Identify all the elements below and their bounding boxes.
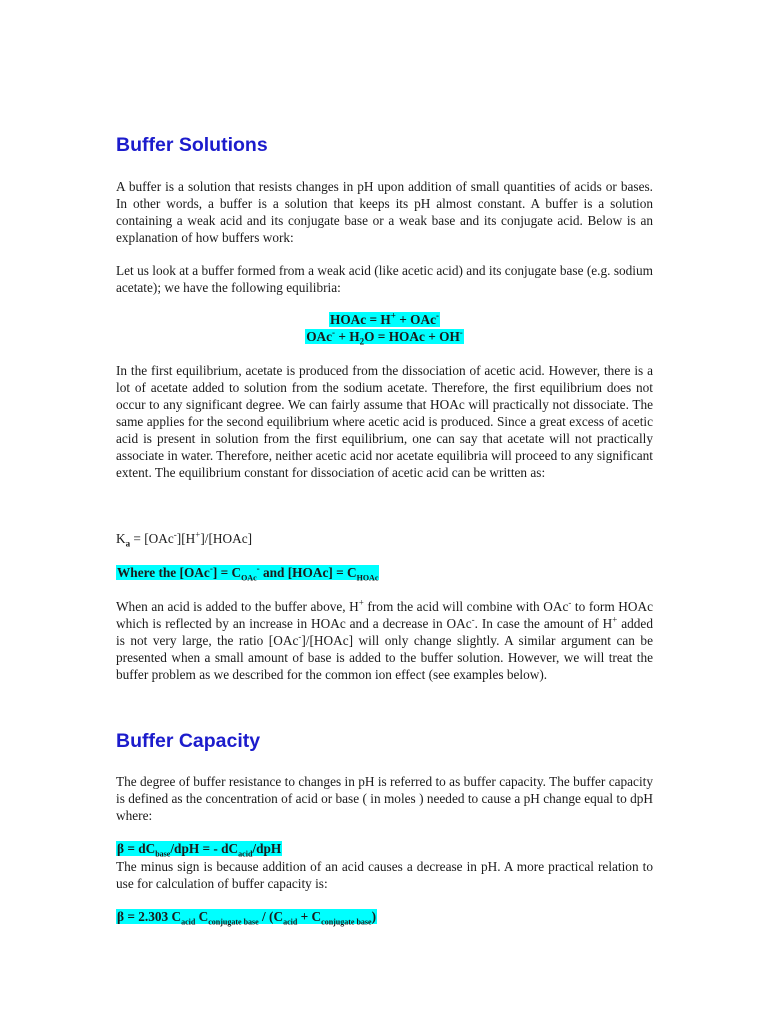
paragraph-equilibrium-explanation: In the first equilibrium, acetate is produced from the dissociation of acetic acid. However, there is a lot of acetate added to solution from the sodium acetate. Therefore, the first equilibrium does not occur to any significant degree. We can fairly assume that HOAc will practically not dissociate. The same applies for the second equilibrium where acetic acid is produced. Since a great excess of acetic acid is present in solution from the first equilibrium, one can say that acetate will not practically associate in water. Therefore, neither acetic acid nor acetate equilibria will proceed to any significant extent. The equilibrium constant for dissociation of acetic acid can be written as: — [116, 363, 653, 480]
beta-definition-highlight: $\beta = dC_{base}$/dpH = - $dC_{acid}$/dpH — [117, 841, 282, 859]
paragraph-example-intro: Let us look at a buffer formed from a weak acid (like acetic acid) and its conjugate base (e.g. sodium acetate); we have the following equilibria: — [116, 263, 653, 295]
beta-calculation-highlight: β = 2.303 $C_{acid}$ $C_{conjugate base} / (C_{acid} + C_{conjugate base})$ — [117, 909, 377, 927]
heading-buffer-solutions: Buffer Solutions — [116, 134, 268, 156]
paragraph-buffer-definition: A buffer is a solution that resists changes in pH upon addition of small quantities of acids or bases. In other words, a buffer is a solution that keeps its pH almost constant. A buffer is a solution containing a weak acid and its conjugate base or a weak base and its conjugate acid. Below is an explanation of how buffers work: — [116, 179, 653, 245]
equilibrium-1-highlight: HOAc = H+ + OAc- — [330, 310, 439, 327]
where-definition — [116, 564, 379, 582]
heading-buffer-capacity: Buffer Capacity — [116, 730, 261, 752]
paragraph-minus-sign: The minus sign is because addition of an acid causes a decrease in pH. A more practical relation to use for calculation of buffer capacity is: — [116, 859, 653, 891]
where-definition-highlight: Where the $[OAc^-] = C_{OAc}^-$ and [HOAc] = $C_{HOAc}$ — [117, 563, 379, 583]
beta-definition — [116, 840, 282, 858]
paragraph-acid-added: When an acid is added to the buffer above, H+ from the acid will combine with OAc- to form HOAc which is reflected by an increase in HOAc and a decrease in OAc-. In case the amount of H+ added is not very large, the ratio [OAc-]/[HOAc] will only change slightly. A similar argument can be presented when a small amount of base is added to the buffer solution. However, we will treat the buffer problem as we described for the common ion effect (see examples below). — [116, 597, 653, 682]
equilibrium-2 — [116, 328, 653, 345]
beta-calculation — [116, 908, 377, 926]
ka-expression: $K_a$ = [OAc-][H+]/[HOAc] — [116, 529, 253, 549]
equilibrium-1 — [116, 311, 653, 328]
paragraph-buffer-capacity-definition: The degree of buffer resistance to changes in pH is referred to as buffer capacity. The buffer capacity is defined as the concentration of acid or base ( in moles ) needed to cause a pH change equal to dpH where: — [116, 774, 653, 823]
equilibrium-2-highlight: $OAc^- + H_2O$ = HOAc + OH- — [306, 327, 463, 347]
